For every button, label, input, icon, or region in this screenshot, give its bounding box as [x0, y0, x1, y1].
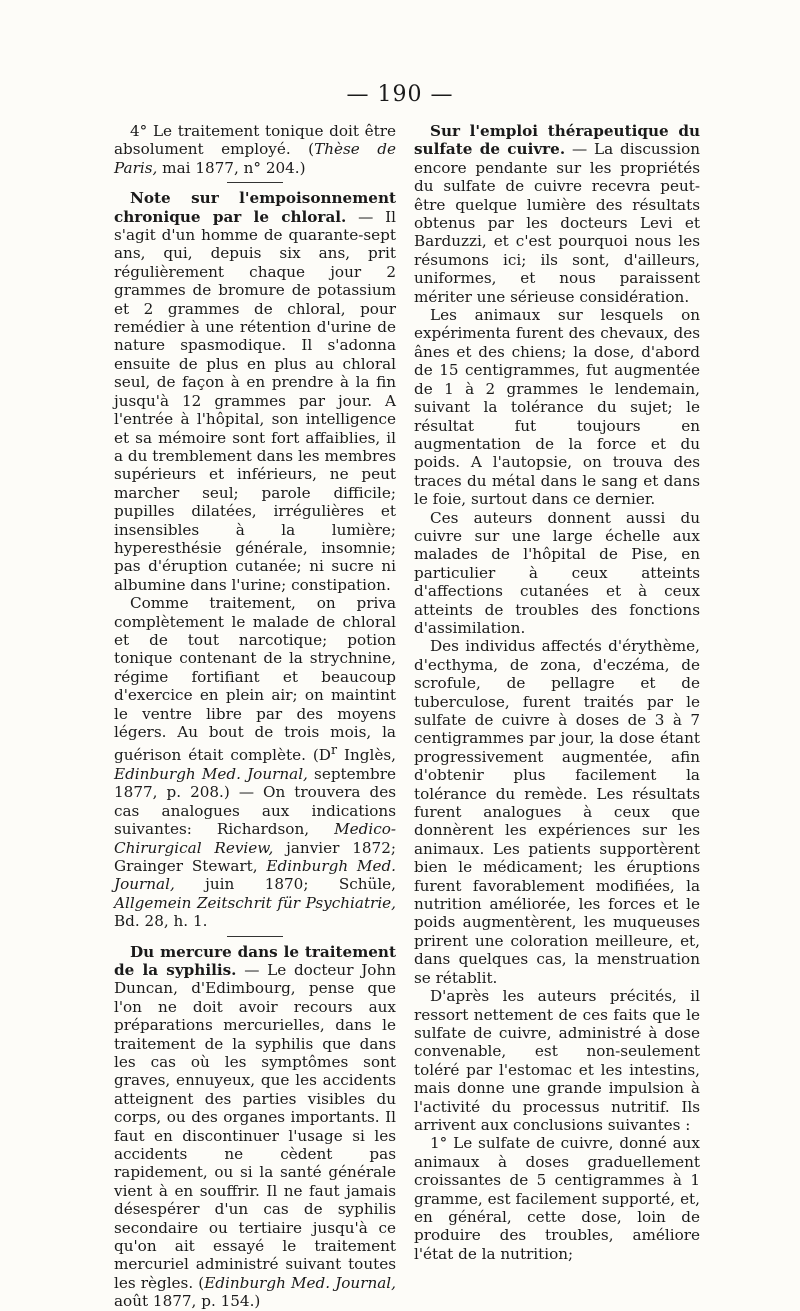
- article-heading: Du mercure dans le traitement de la syphilis.: [114, 942, 396, 979]
- citation: Edinburgh Med. Journal,: [114, 764, 308, 783]
- divider: [227, 182, 283, 183]
- article-copper-sulfate: Sur l'emploi thérapeutique du sulfate de cuivre. — La discussion encore pendante sur les propriétés du sulfate de cuivre recevra peut-être quelque lumière des résultats obtenus par les docteurs Levi et Barduzzi, et c'est pourquoi nous les résumons ici; ils sont, d'ailleurs, uniformes, et nous paraissent mériter une sérieuse considération.: [414, 122, 701, 306]
- citation: Allgemein Zeitschrit für Psychiatrie,: [114, 893, 396, 912]
- right-column: [414, 122, 700, 1263]
- paragraph: 1° Le sulfate de cuivre, donné aux animaux à doses graduellement croissantes de 5 centigrammes à 1 gramme, est facilement supporté, et, en général, cette dose, loin de produire des troubles, améliore l'état de la nutrition;: [414, 1134, 700, 1263]
- paragraph: Les animaux sur lesquels on expérimenta furent des chevaux, des ânes et des chiens; la dose, d'abord de 15 centigrammes, fut augmentée de 1 à 2 grammes le lendemain, suivant la tolérance du sujet; le résultat fut toujours en augmentation de la force et du poids. A l'autopsie, on trouva des traces du métal dans le sang et dans le foie, surtout dans ce dernier.: [414, 306, 700, 509]
- page-number: — 190 —: [346, 82, 454, 107]
- paragraph-chloral-treatment: Comme traitement, on priva complètement le malade de chloral et de tout narcotique; potion tonique contenant de la strychnine, régime fortifiant et beaucoup d'exercice en plein air; on maintint le ventre libre par des moyens légers. Au bout de trois mois, la guérison était complète. ($D^r$ Inglès, Edinburgh Med. Journal, septembre 1877, p. 208.) — On trouvera des cas analogues aux indications suivantes: Richardson, Medico-Chirurgical Review, janvier 1872; Grainger Stewart, Edinburgh Med. Journal, juin 1870; Schüle, Allgemein Zeitschrit für Psychiatrie, Bd. 28, h. 1.: [114, 594, 397, 931]
- article-mercury: Du mercure dans le traitement de la syphilis. — Le docteur John Duncan, d'Edimbourg, pense que l'on ne doit avoir recours aux préparations mercurielles, dans le traitement de la syphilis que dans les cas où les symptômes sont graves, ennuyeux, que les accidents atteignent des parties visibles du corps, ou des organes importants. Il faut en discontinuer l'usage si les accidents ne cèdent pas rapidement, ou si la santé générale vient à en souffrir. Il ne faut jamais désespérer d'un cas de syphilis secondaire ou tertiaire jusqu'à ce qu'on ait essayé le traitement mercuriel administré suivant toutes les règles. (Edinburgh Med. Journal, août 1877, p. 154.): [114, 942, 397, 1311]
- left-column: [114, 122, 396, 1311]
- paragraph: Ces auteurs donnent aussi du cuivre sur une large échelle aux malades de l'hôpital de Pise, en particulier à ceux atteints d'affections cutanées et à ceux atteints de troubles des fonctions d'assimilation.: [414, 508, 700, 637]
- article-heading: Note sur l'empoisonnement chronique par le chloral.: [114, 189, 396, 226]
- citation: Medico-Chirurgical Review,: [114, 820, 396, 857]
- citation: Edinburgh Med. Journal,: [114, 856, 396, 894]
- citation: Thèse de Paris,: [114, 140, 396, 177]
- article-chloral: Note sur l'empoisonnement chronique par le chloral. — Il s'agit d'un homme de quarante-sept ans, qui, depuis six ans, prit régulièrement chaque jour 2 grammes de bromure de potassium et 2 grammes de chloral, pour remédier à une rétention d'urine de nature spasmodique. Il s'adonna ensuite de plus en plus au chloral seul, de façon à en prendre à la fin jusqu'à 12 grammes par jour. A l'entrée à l'hôpital, son intelligence et sa mémoire sont fort affaiblies, il a du tremblement dans les membres supérieurs et inférieurs, ne peut marcher seul; parole difficile; pupilles dilatées, irrégulières et insensibles à la lumière; hyperesthésie générale, insomnie; pas d'éruption cutanée; ni sucre ni albumine dans l'urine; constipation.: [114, 189, 396, 594]
- divider: [227, 936, 283, 937]
- paragraph: Des individus affectés d'érythème, d'ecthyma, de zona, d'eczéma, de scrofule, de pellagre et de tuberculose, furent traités par le sulfate de cuivre à doses de 3 à 7 centigrammes par jour, la dose étant progressivement augmentée, afin d'obtenir plus facilement la tolérance du remède. Les résultats furent analogues à ceux que donnèrent les expériences sur les animaux. Les patients supportèrent bien le médicament; les éruptions furent favorablement modifiées, la nutrition améliorée, les forces et le poids augmentèrent, les muqueuses prirent une coloration meilleure, et, dans quelques cas, la menstruation se rétablit.: [414, 637, 700, 987]
- citation: Edinburgh Med. Journal,: [204, 1273, 396, 1292]
- article-heading: Sur l'emploi thérapeutique du sulfate de cuivre.: [414, 122, 700, 159]
- paragraph: D'après les auteurs précités, il ressort nettement de ces faits que le sulfate de cuivre, administré à dose convenable, est non-seulement toléré par l'estomac et les intestins, mais donne une grande impulsion à l'activité du processus nutritif. Ils arrivent aux conclusions suivantes :: [414, 987, 700, 1134]
- paragraph-treatment: 4° Le traitement tonique doit être absolument employé. (Thèse de Paris, mai 1877, n° 204.): [114, 122, 396, 177]
